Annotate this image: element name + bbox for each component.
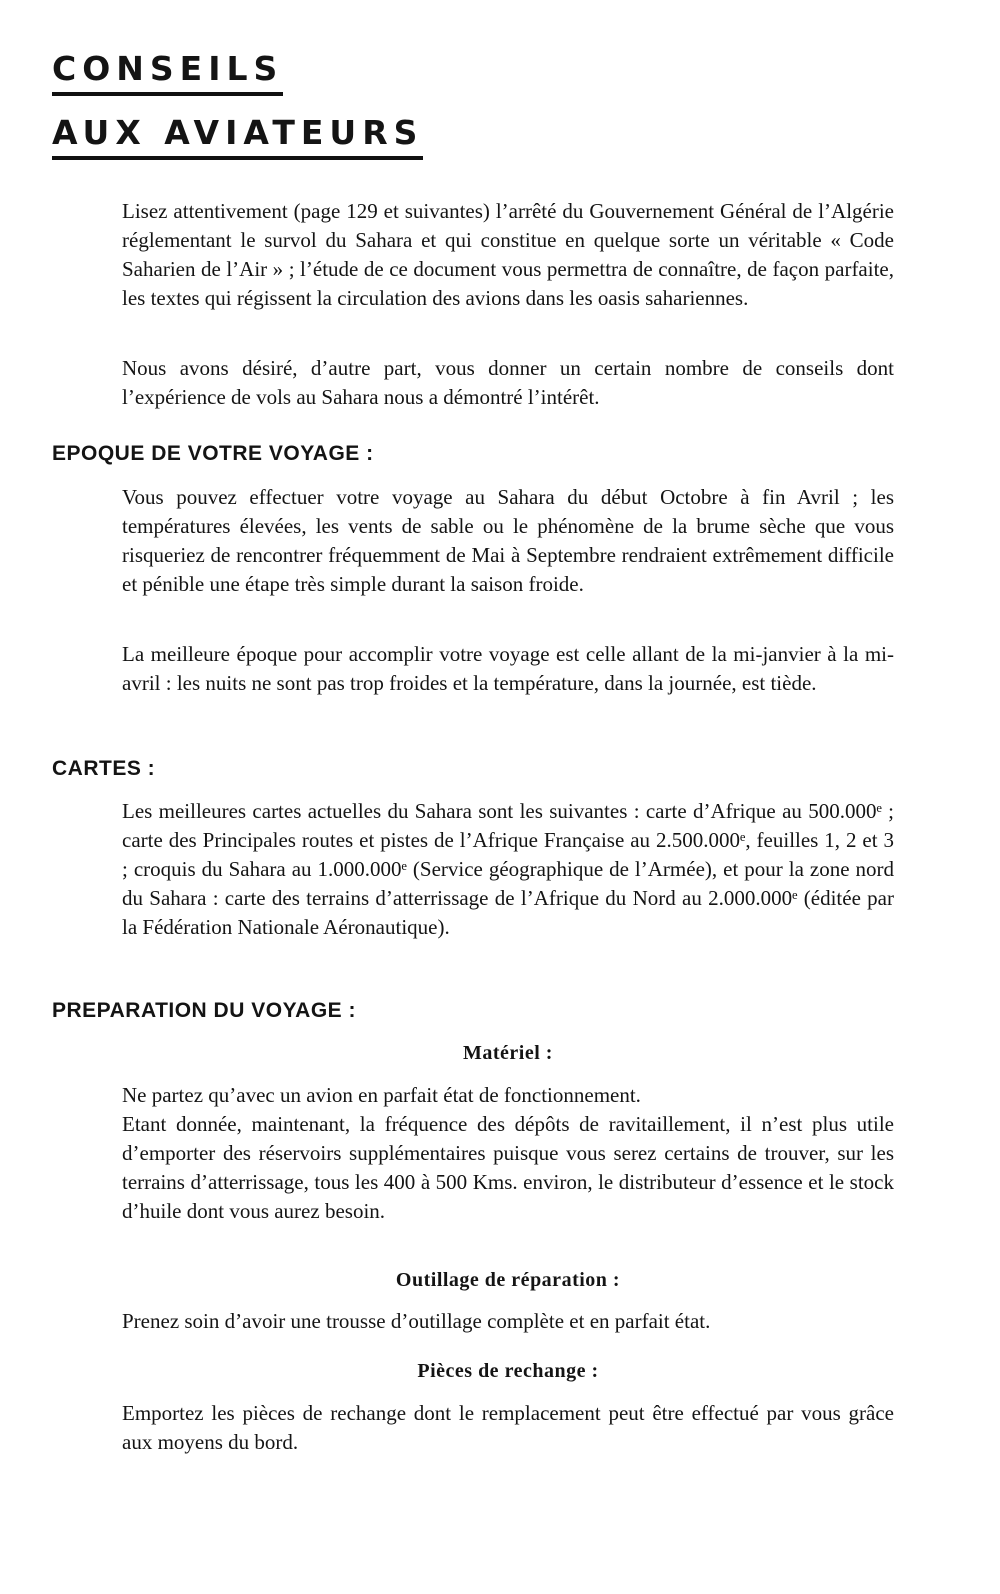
- subheading-outillage: Outillage de réparation :: [395, 1269, 621, 1291]
- subheading-pieces: Pièces de rechange :: [417, 1360, 599, 1382]
- epoque-paragraph-2: La meilleure époque pour accomplir votre voyage est celle allant de la mi-janvier à la mi-avril : les nuits ne sont pas trop froides et la température, dans la journée, est tiède.: [122, 642, 894, 695]
- section-heading-epoque: EPOQUE DE VOTRE VOYAGE :: [52, 442, 374, 465]
- intro-paragraph-1: Lisez attentivement (page 129 et suivantes) l’arrêté du Gouvernement Général de l’Algérie réglementant le survol du Sahara et qui constitue en quelque sorte un véritable « Code Saharien de l’Air » ; l’étude de ce document vous permettra de connaître, de façon parfaite, les textes qui régissent la circulation des avions dans les oasis sahariennes.: [122, 199, 894, 310]
- epoque-paragraph-1: Vous pouvez effectuer votre voyage au Sahara du début Octobre à fin Avril ; les températures élevées, les vents de sable ou le phénomène de la brume sèche que vous risqueriez de rencontrer fréquemment de Mai à Septembre rendraient extrêmement difficile et pénible une étape très simple durant la saison froide.: [122, 485, 894, 596]
- materiel-paragraph-1: Ne partez qu’avec un avion en parfait état de fonctionnement.: [122, 1083, 641, 1107]
- title-line-1: CONSEILS: [52, 50, 283, 96]
- subheading-materiel: Matériel :: [463, 1042, 553, 1064]
- section-heading-preparation: PREPARATION DU VOYAGE :: [52, 999, 356, 1022]
- intro-paragraph-2: Nous avons désiré, d’autre part, vous donner un certain nombre de conseils dont l’expérience de vols au Sahara nous a démontré l’intérêt.: [122, 356, 894, 409]
- section-heading-cartes: CARTES :: [52, 757, 156, 780]
- outillage-paragraph: Prenez soin d’avoir une trousse d’outillage complète et en parfait état.: [122, 1309, 711, 1333]
- pieces-paragraph: Emportez les pièces de rechange dont le remplacement peut être effectué par vous grâce aux moyens du bord.: [122, 1401, 894, 1454]
- cartes-paragraph: Les meilleures cartes actuelles du Sahara sont les suivantes : carte d’Afrique au 500.000ᵉ ; carte des Principales routes et pistes de l’Afrique Française au 2.500.000ᵉ, feuilles 1, 2 et 3 ; croquis du Sahara au 1.000.000ᵉ (Service géographique de l’Armée), et pour la zone nord du Sahara : carte des terrains d’atterrissage de l’Afrique du Nord au 2.000.000ᵉ (éditée par la Fédération Nationale Aéronautique).: [122, 799, 894, 939]
- title-line-2: AUX AVIATEURS: [52, 114, 423, 160]
- materiel-paragraph-2: Etant donnée, maintenant, la fréquence des dépôts de ravitaillement, il n’est plus utile d’emporter des réservoirs supplémentaires puisque vous serez certains de trouver, sur les terrains d’atterrissage, tous les 400 à 500 Kms. environ, le distributeur d’essence et le stock d’huile dont vous aurez besoin.: [122, 1112, 894, 1223]
